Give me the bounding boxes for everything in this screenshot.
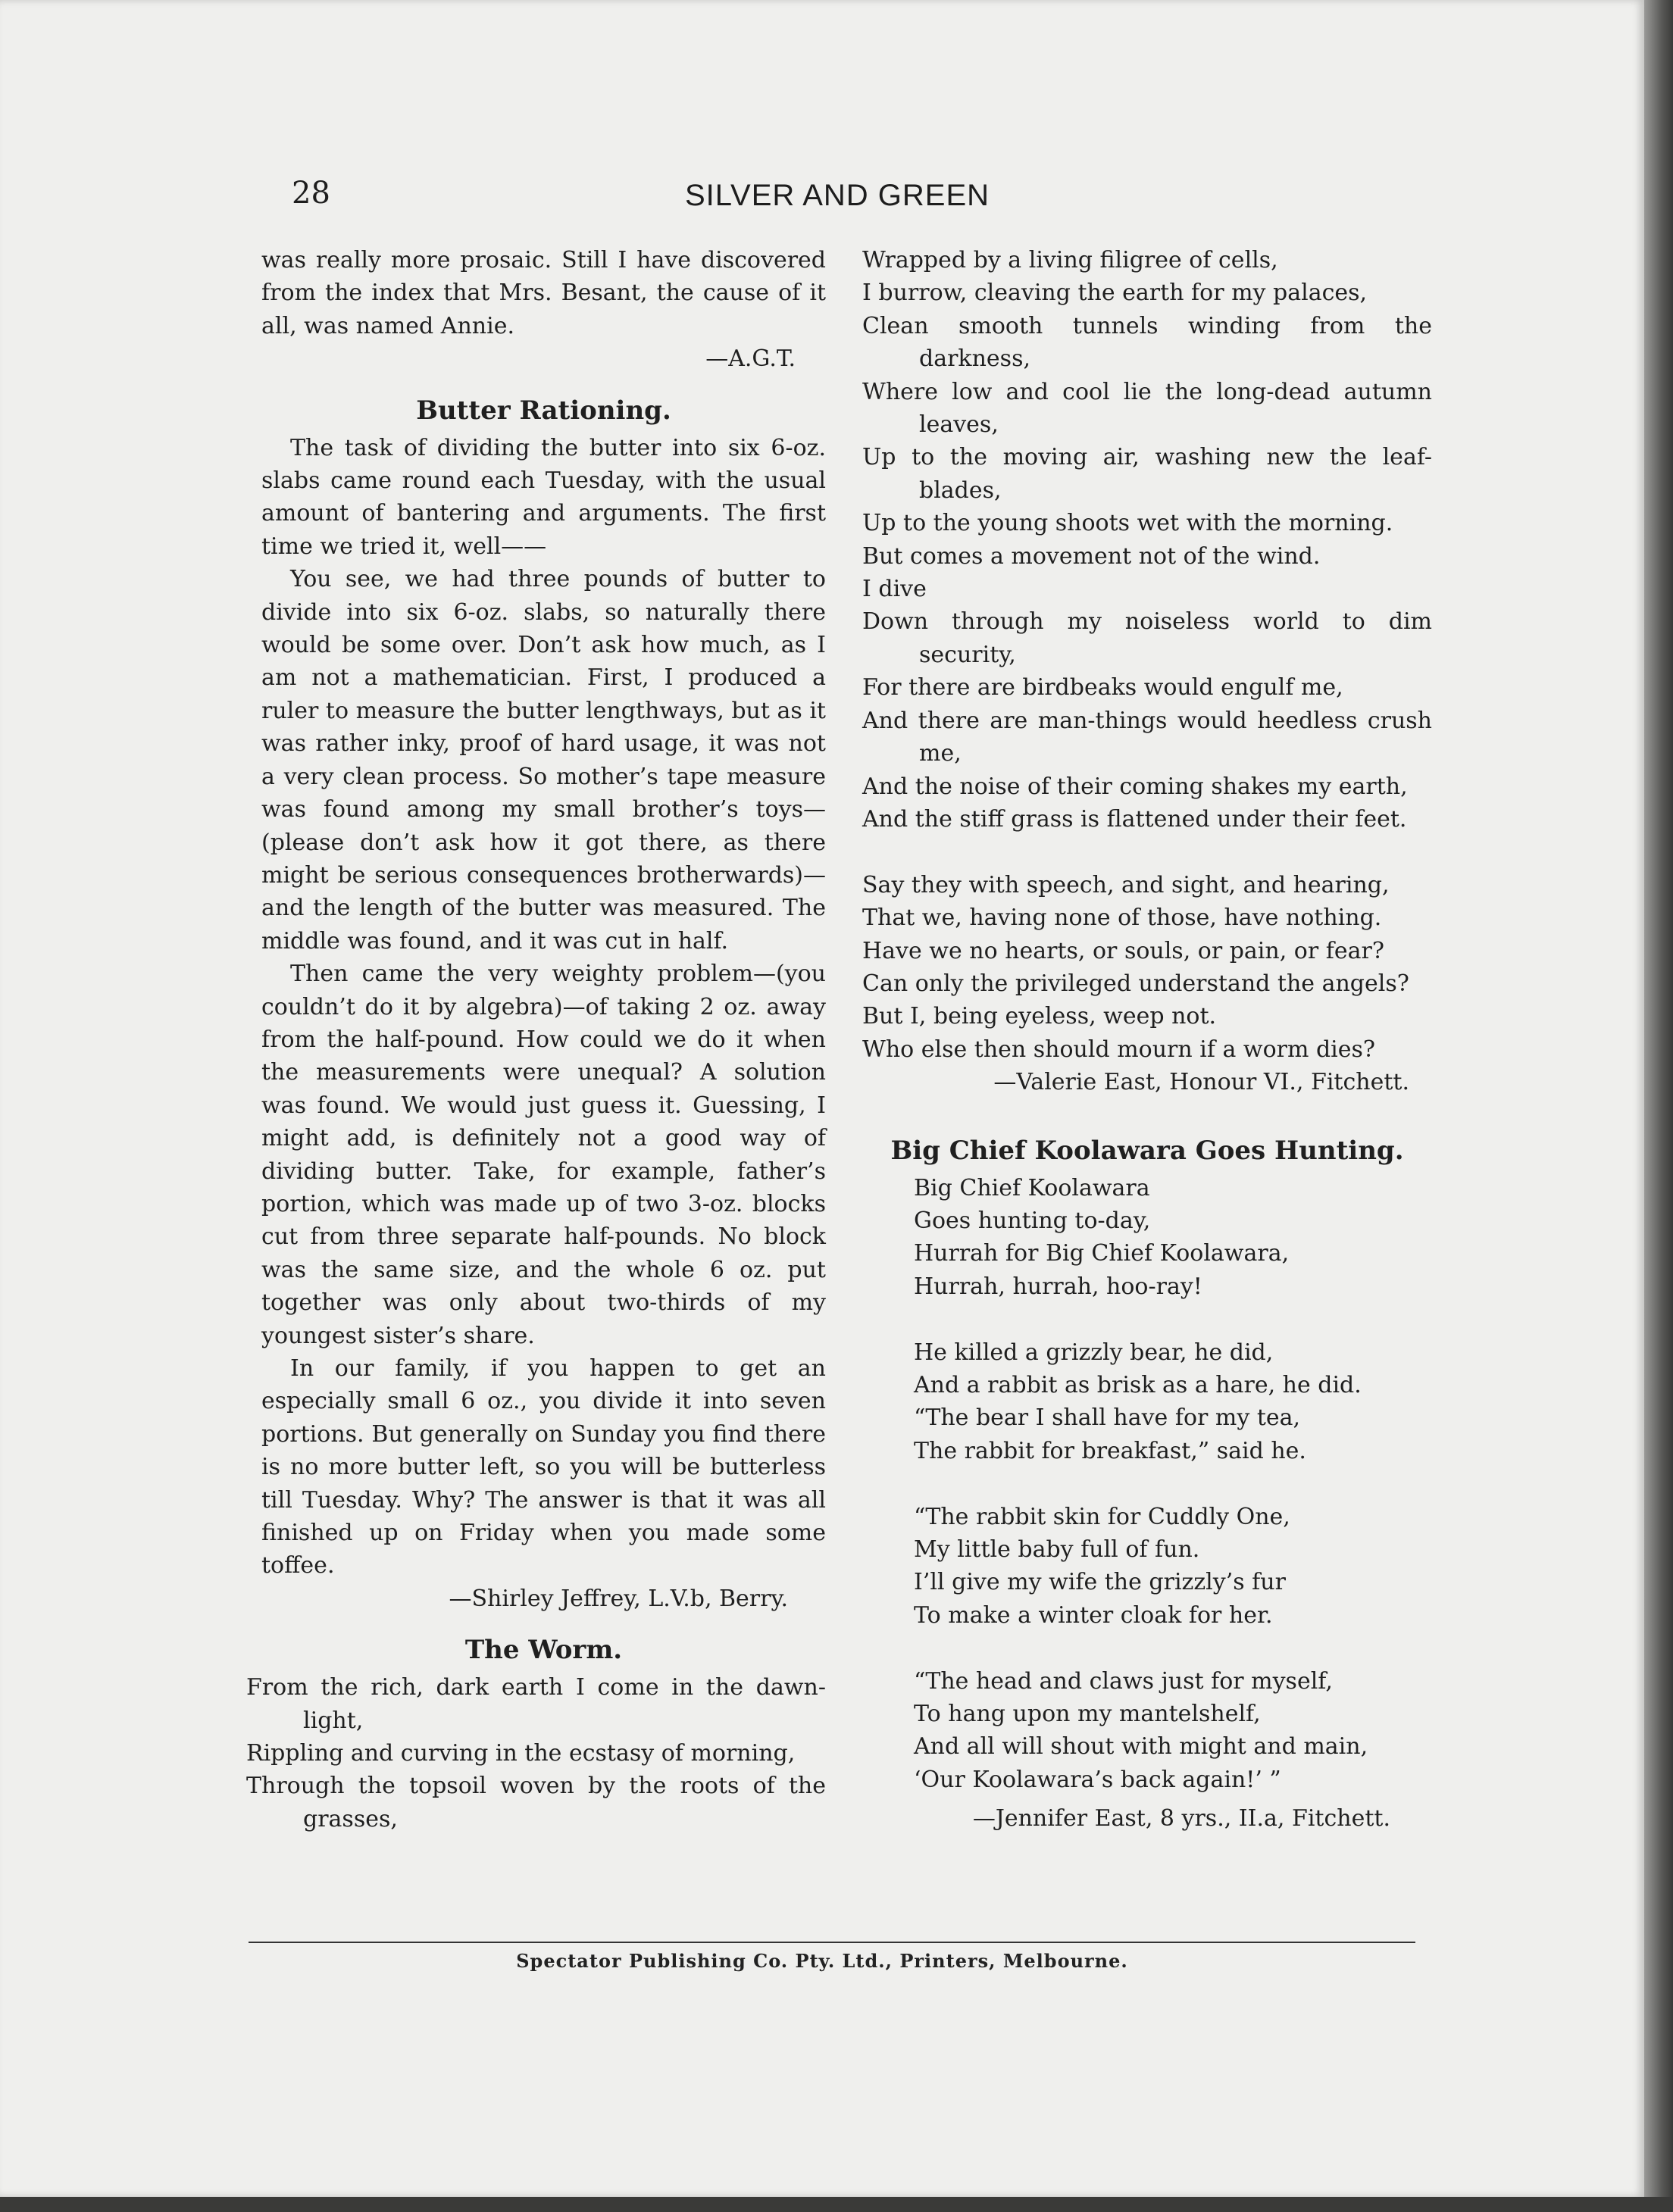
worm-line: From the rich, dark earth I come in the dawn-light, bbox=[246, 1674, 826, 1734]
butter-signature: —Shirley Jeffrey, L.V.b, Berry. bbox=[449, 1585, 788, 1612]
worm-line: Where low and cool lie the long-dead autumn leaves, bbox=[862, 378, 1432, 439]
koolawara-stanza bbox=[862, 1501, 1432, 1632]
koolawara-title: Big Chief Koolawara Goes Hunting. bbox=[890, 1135, 1404, 1166]
worm-line: And the stiff grass is flattened under their feet. bbox=[862, 805, 1407, 833]
song-line: Big Chief Koolawara bbox=[914, 1174, 1150, 1201]
song-line: ‘Our Koolawara’s back again!’ ” bbox=[914, 1766, 1281, 1793]
worm-signature: —Valerie East, Honour VI., Fitchett. bbox=[993, 1069, 1409, 1096]
worm-line: I dive bbox=[862, 576, 927, 603]
intro-paragraph: was really more prosaic. Still I have discovered from the index that Mrs. Besant, the cause of it all, was named Annie. bbox=[261, 247, 826, 339]
koolawara-stanza bbox=[862, 1665, 1432, 1797]
song-line: He killed a grizzly bear, he did, bbox=[914, 1339, 1274, 1366]
worm-line: Rippling and curving in the ecstasy of morning, bbox=[246, 1740, 796, 1767]
worm-line: For there are birdbeaks would engulf me, bbox=[862, 674, 1343, 701]
butter-paragraph: The task of dividing the butter into six 6-oz. slabs came round each Tuesday, with the usual amount of bantering and arguments. The first time we tried it, well—— bbox=[261, 434, 826, 560]
song-line: And a rabbit as brisk as a hare, he did. bbox=[914, 1371, 1362, 1398]
song-line: My little baby full of fun. bbox=[914, 1536, 1200, 1563]
worm-line: But I, being eyeless, weep not. bbox=[862, 1003, 1217, 1030]
koolawara-signature: —Jennifer East, 8 yrs., II.a, Fitchett. bbox=[972, 1805, 1390, 1832]
intro-signature: —A.G.T. bbox=[705, 345, 796, 373]
worm-line: Can only the privileged understand the angels? bbox=[862, 970, 1409, 997]
butter-paragraph: Then came the very weighty problem—(you couldn’t do it by algebra)—of taking 2 oz. away from the half-pound. How could we do it when the measurements were unequal? A solution was found. We would just guess it. Guessing, I might add, is definitely not a good way of dividing butter. Take, for example, father’s portion, which was made up of two 3-oz. blocks cut from three separate half-pounds. No block was the same size, and the whole 6 oz. put together was only about two-thirds of my youngest sister’s share. bbox=[261, 961, 826, 1349]
song-line: The rabbit for breakfast,” said he. bbox=[914, 1437, 1306, 1464]
song-line: Hurrah for Big Chief Koolawara, bbox=[914, 1240, 1290, 1267]
worm-line: Have we no hearts, or souls, or pain, or fear? bbox=[862, 937, 1384, 964]
song-line: “The head and claws just for myself, bbox=[914, 1667, 1333, 1695]
printer-footer: Spectator Publishing Co. Pty. Ltd., Printers, Melbourne. bbox=[516, 1950, 1128, 1972]
song-line: To make a winter cloak for her. bbox=[914, 1601, 1273, 1629]
scan-bottom-edge bbox=[0, 2197, 1673, 2212]
worm-line: Up to the young shoots wet with the morning. bbox=[862, 510, 1393, 537]
song-line: Hurrah, hurrah, hoo-ray! bbox=[914, 1273, 1202, 1300]
song-line: “The bear I shall have for my tea, bbox=[914, 1404, 1301, 1432]
worm-line: Up to the moving air, washing new the leaf-blades, bbox=[862, 444, 1432, 504]
worm-line: Say they with speech, and sight, and hearing, bbox=[862, 871, 1390, 898]
page-header bbox=[261, 176, 1413, 221]
worm-line: Through the topsoil woven by the roots of the grasses, bbox=[246, 1773, 826, 1832]
binding-edge bbox=[1644, 0, 1673, 2212]
worm-title: The Worm. bbox=[464, 1635, 623, 1666]
footer-rule bbox=[249, 1942, 1415, 1943]
page-number: 28 bbox=[292, 176, 330, 211]
worm-line: I burrow, cleaving the earth for my palaces, bbox=[862, 280, 1368, 307]
butter-rationing-title: Butter Rationing. bbox=[416, 395, 671, 426]
left-column bbox=[246, 244, 826, 1836]
song-line: “The rabbit skin for Cuddly One, bbox=[914, 1503, 1290, 1530]
song-line: I’ll give my wife the grizzly’s fur bbox=[914, 1569, 1286, 1596]
koolawara-stanza bbox=[862, 1172, 1432, 1304]
right-column bbox=[862, 244, 1432, 1836]
song-line: And all will shout with might and main, bbox=[914, 1733, 1368, 1761]
running-title: SILVER AND GREEN bbox=[684, 179, 990, 212]
worm-line: Clean smooth tunnels winding from the darkness, bbox=[862, 312, 1432, 373]
butter-paragraph: You see, we had three pounds of butter to divide into six 6-oz. slabs, so naturally there would be some over. Don’t ask how much, as I am not a mathematician. First, I produced a ruler to measure the butter lengthways, but as it was rather inky, proof of hard usage, it was not a very clean process. So mother’s tape measure was found among my small brother’s toys—(please don’t ask how it got there, as there might be serious consequences brotherwards)—and the length of the butter was measured. The middle was found, and it was cut in half. bbox=[261, 566, 826, 954]
worm-line: Wrapped by a living filigree of cells, bbox=[862, 247, 1278, 273]
butter-paragraph: In our family, if you happen to get an especially small 6 oz., you divide it into seven portions. But generally on Sunday you find there is no more butter left, so you will be butterless till Tuesday. Why? The answer is that it was all finished up on Friday when you made some toffee. bbox=[261, 1355, 826, 1579]
worm-line: Down through my noiseless world to dim security, bbox=[862, 608, 1432, 668]
worm-line: And there are man-things would heedless crush me, bbox=[862, 707, 1432, 767]
song-line: To hang upon my mantelshelf, bbox=[914, 1701, 1261, 1727]
koolawara-stanza bbox=[862, 1336, 1432, 1468]
song-line: Goes hunting to-day, bbox=[914, 1207, 1151, 1234]
worm-line: That we, having none of those, have nothing. bbox=[862, 904, 1382, 932]
worm-line: Who else then should mourn if a worm dies? bbox=[862, 1036, 1375, 1063]
worm-line: And the noise of their coming shakes my earth, bbox=[862, 773, 1408, 800]
worm-line: But comes a movement not of the wind. bbox=[862, 542, 1321, 570]
